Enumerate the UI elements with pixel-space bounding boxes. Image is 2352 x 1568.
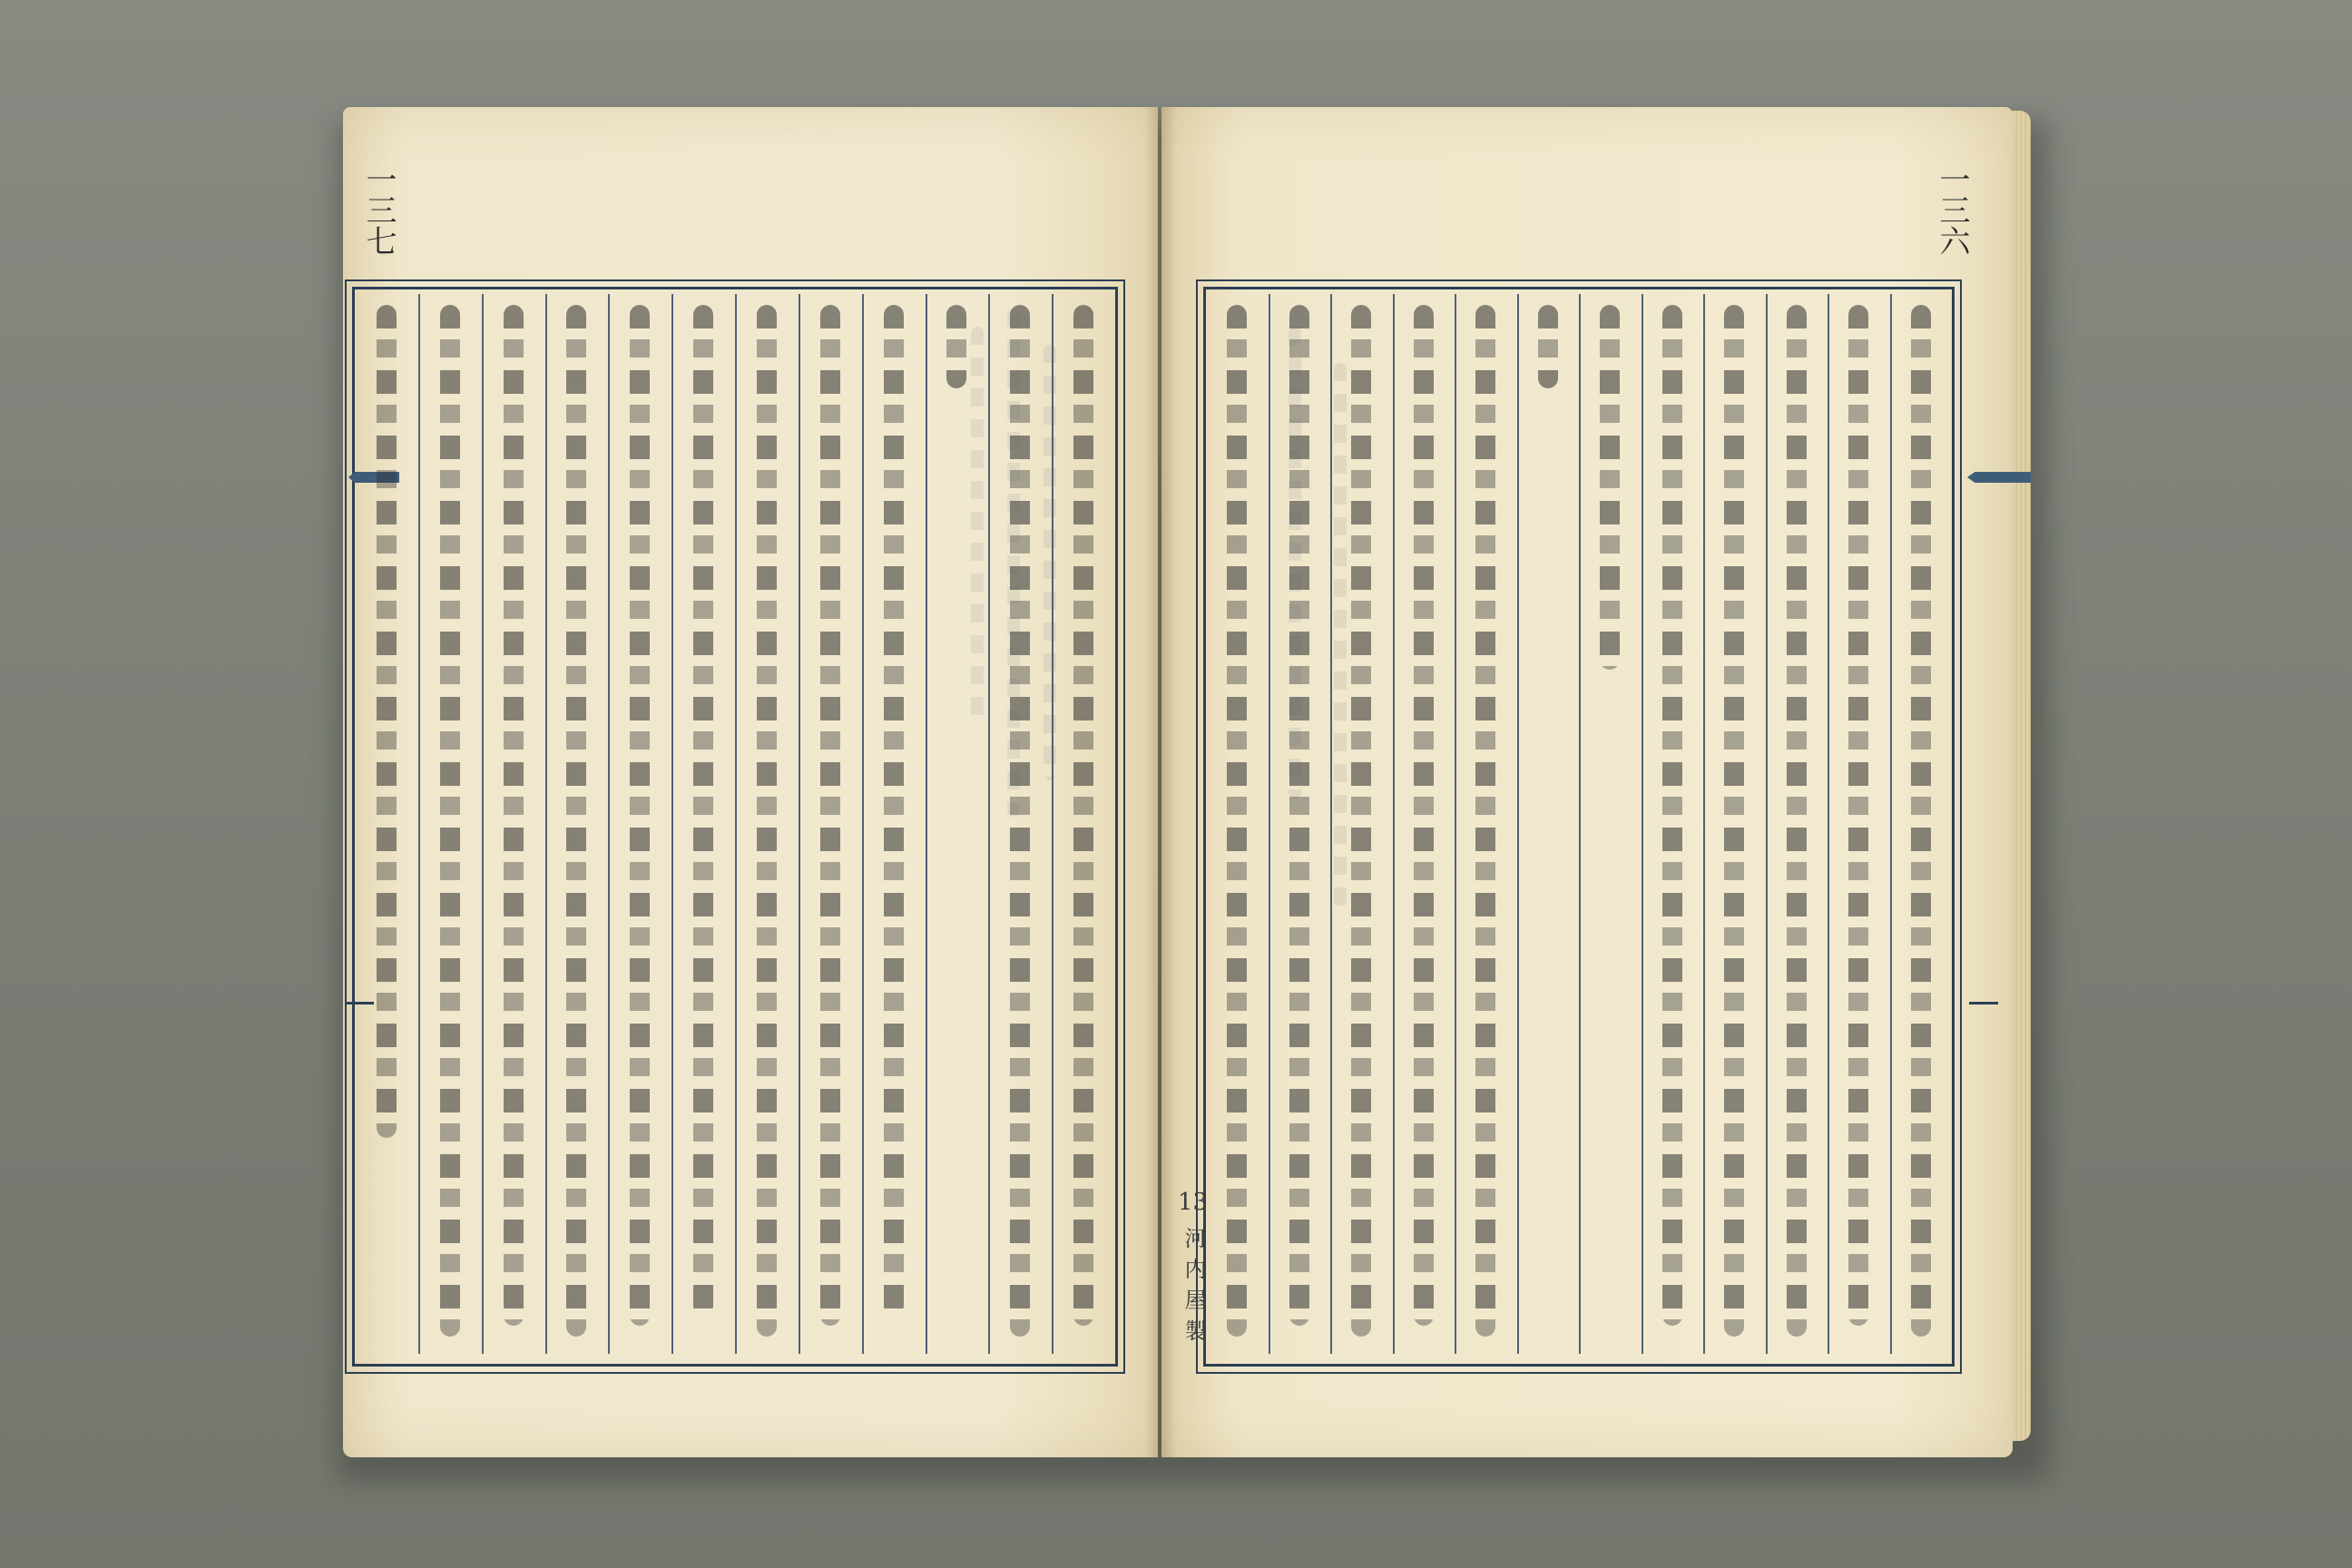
handwritten-text-column bbox=[1787, 305, 1807, 1337]
handwritten-text-column bbox=[440, 305, 460, 1337]
handwritten-text-column bbox=[1538, 305, 1558, 388]
column-rule bbox=[1890, 294, 1892, 1354]
column-rule bbox=[671, 294, 673, 1354]
bleed-through-trace bbox=[971, 327, 984, 726]
column-rule bbox=[1642, 294, 1643, 1354]
handwritten-text-column bbox=[820, 305, 840, 1326]
handwritten-text-column bbox=[1662, 305, 1682, 1326]
handwritten-text-column bbox=[946, 305, 966, 388]
bleed-through-trace bbox=[1007, 309, 1020, 817]
bleed-through-trace bbox=[1334, 363, 1347, 907]
left-page-number: 一三七 bbox=[360, 163, 397, 256]
column-rule bbox=[1579, 294, 1581, 1354]
handwritten-text-column bbox=[566, 305, 586, 1337]
column-rule bbox=[926, 294, 927, 1354]
handwritten-text-column bbox=[504, 305, 524, 1326]
column-rule bbox=[418, 294, 420, 1354]
column-rule bbox=[608, 294, 610, 1354]
gutter-number: 13 bbox=[1178, 1189, 1209, 1216]
handwritten-text-column bbox=[1414, 305, 1434, 1326]
handwritten-text-column bbox=[1911, 305, 1931, 1337]
handwritten-text-column bbox=[1724, 305, 1744, 1337]
handwritten-text-column bbox=[1475, 305, 1495, 1337]
handwritten-text-column bbox=[884, 305, 904, 1316]
column-rule bbox=[1517, 294, 1519, 1354]
gutter-printer-mark: 河内屋製 bbox=[1181, 1227, 1206, 1350]
right-page-number: 一三六 bbox=[1934, 163, 1970, 256]
handwritten-text-column bbox=[377, 305, 397, 1138]
handwritten-text-column bbox=[1073, 305, 1093, 1326]
column-rule bbox=[1703, 294, 1705, 1354]
column-rule bbox=[988, 294, 990, 1354]
bleed-through-trace bbox=[1044, 345, 1056, 780]
handwritten-text-column bbox=[1351, 305, 1371, 1337]
column-rule bbox=[735, 294, 737, 1354]
bleed-through-trace bbox=[1289, 327, 1301, 799]
handwritten-text-column bbox=[630, 305, 650, 1326]
left-margin-tick bbox=[345, 1002, 374, 1004]
column-rule bbox=[545, 294, 547, 1354]
handwritten-text-column bbox=[1600, 305, 1620, 670]
column-rule bbox=[1393, 294, 1395, 1354]
right-margin-tick bbox=[1969, 1002, 1998, 1004]
column-rule bbox=[1828, 294, 1829, 1354]
book-gutter bbox=[1145, 107, 1176, 1457]
right-margin-marker bbox=[1967, 472, 2031, 483]
column-rule bbox=[1330, 294, 1332, 1354]
handwritten-text-column bbox=[693, 305, 713, 1316]
column-rule bbox=[1269, 294, 1270, 1354]
column-rule bbox=[862, 294, 864, 1354]
handwritten-text-column bbox=[1848, 305, 1868, 1326]
column-rule bbox=[1766, 294, 1768, 1354]
handwritten-text-column bbox=[1227, 305, 1247, 1337]
column-rule bbox=[482, 294, 484, 1354]
handwritten-text-column bbox=[757, 305, 777, 1337]
column-rule bbox=[799, 294, 800, 1354]
column-rule bbox=[1455, 294, 1456, 1354]
